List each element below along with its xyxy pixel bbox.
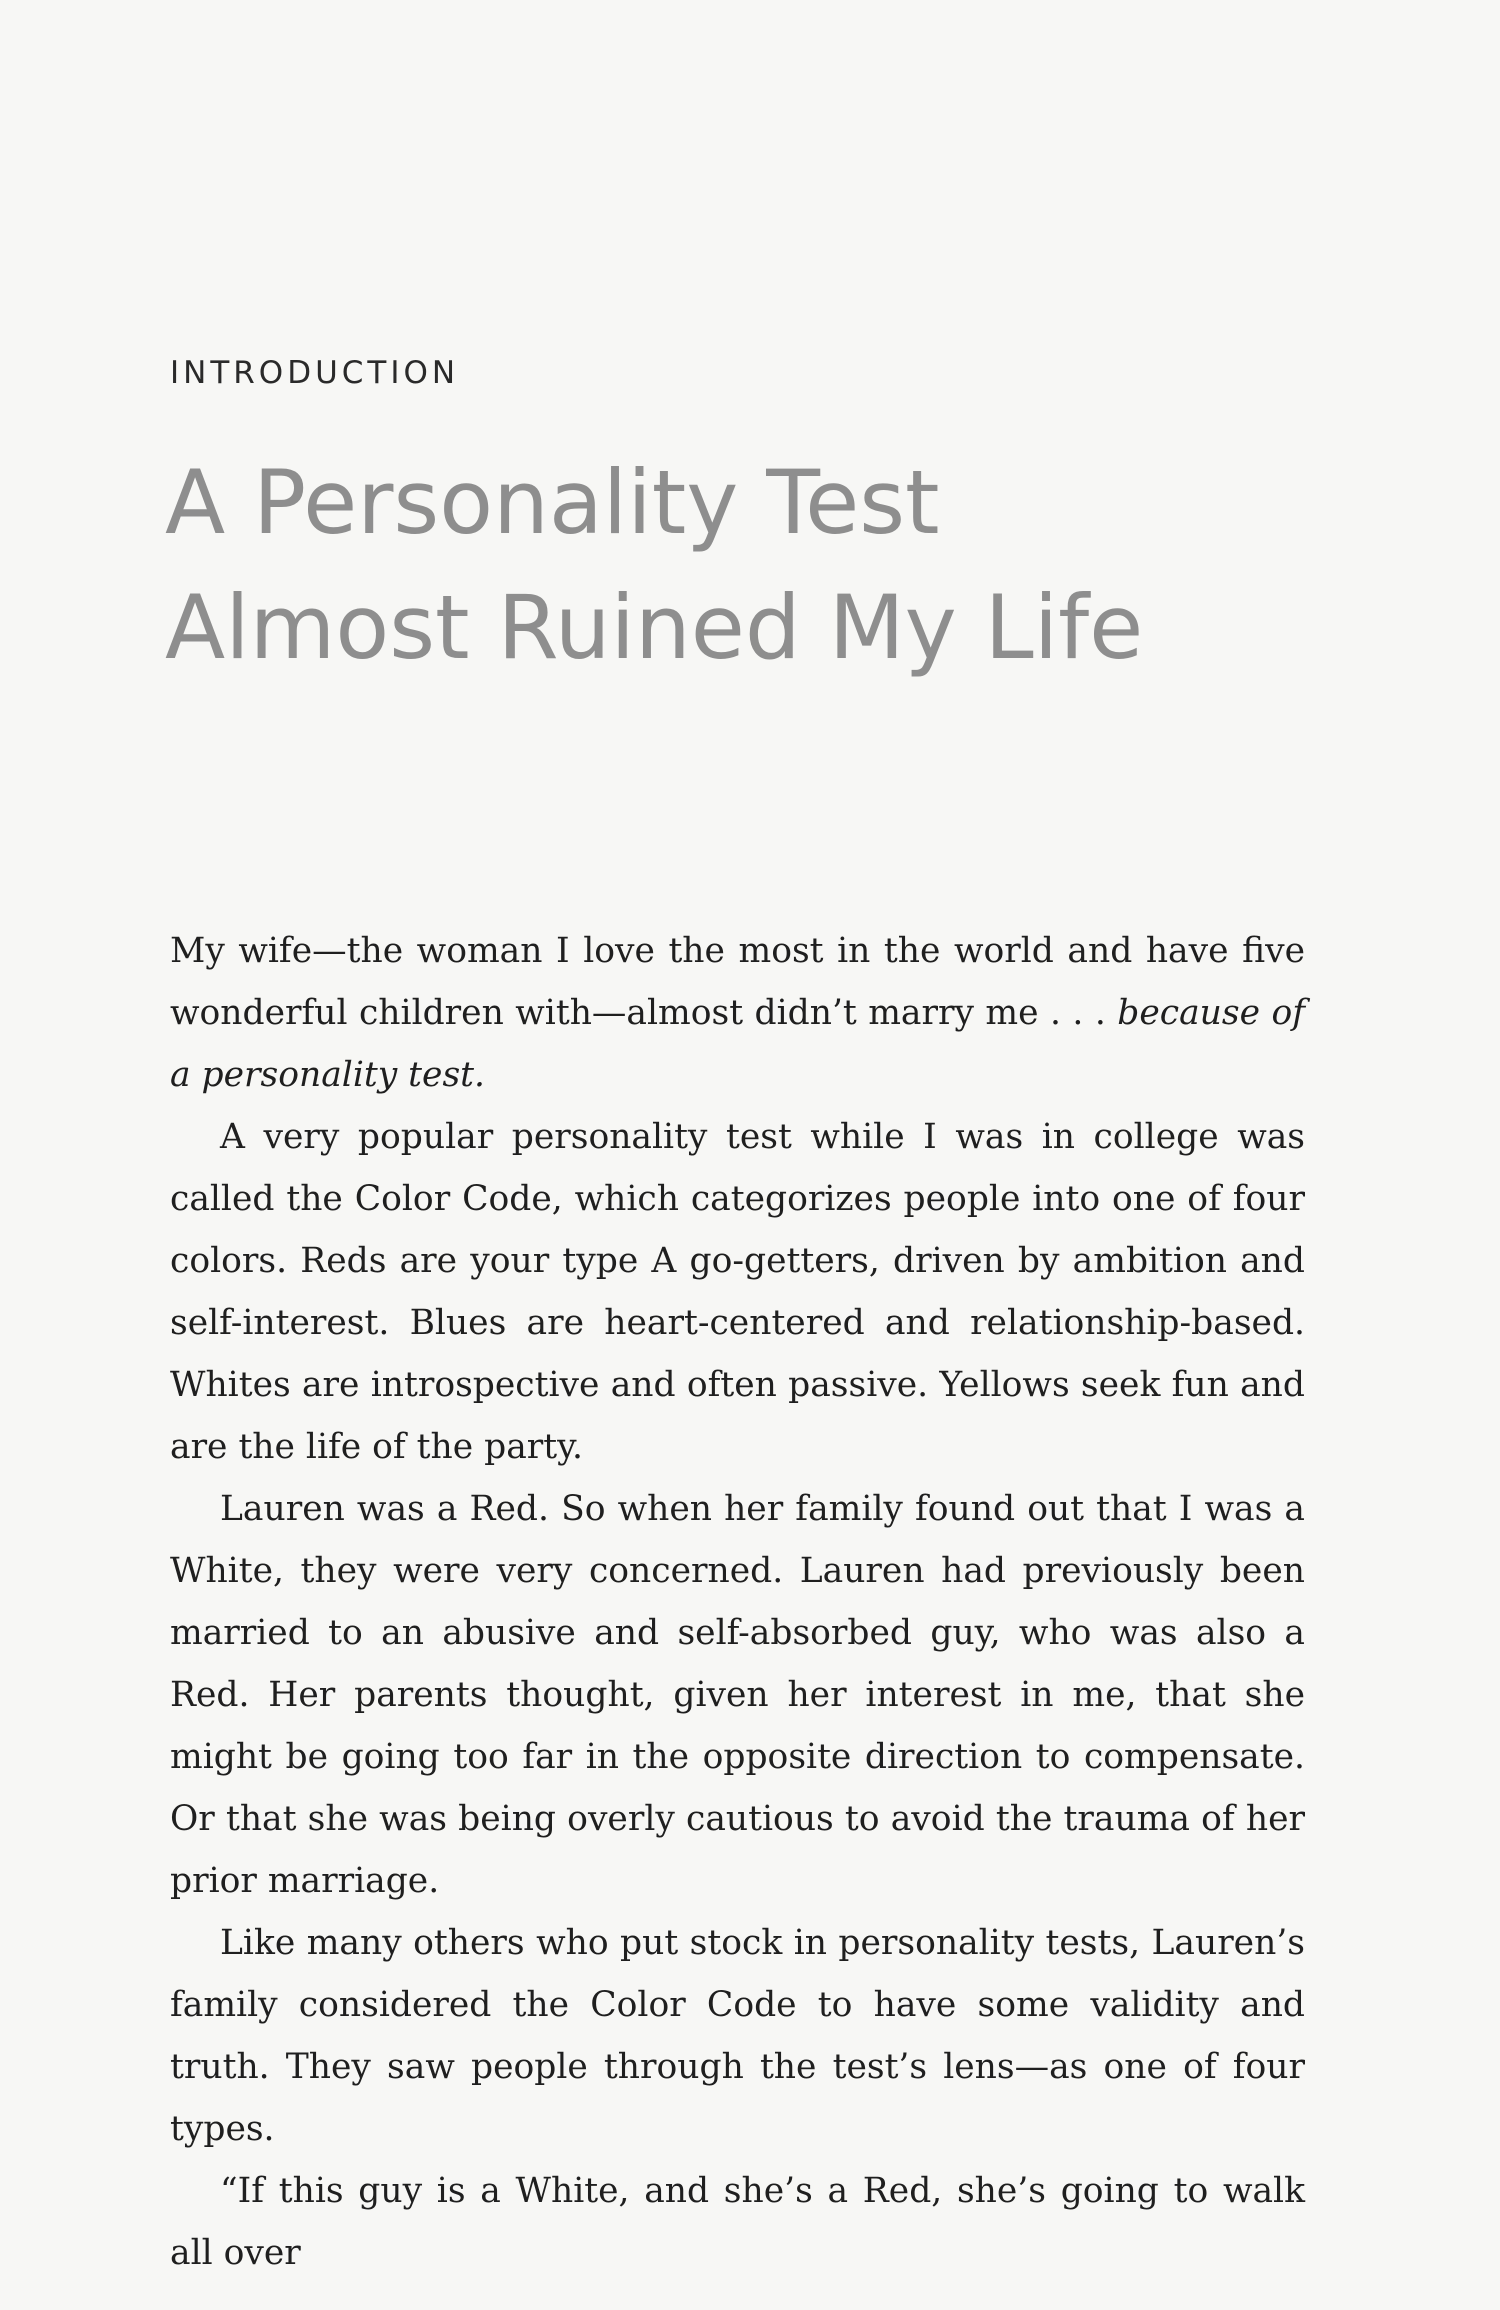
section-label: INTRODUCTION [170,355,460,391]
body-text [170,920,1305,2284]
paragraph-3: Lauren was a Red. So when her family found out that I was a White, they were very concerned. Lauren had previously been married to an abusive and self-absorbed guy, who was also a Red. Her parents thought, given her interest in me, that she might be going too far in the opposite direction to compensate. Or that she was being overly cautious to avoid the trauma of her prior marriage. [170,1489,1305,1901]
paragraph-1-italic: because of a personality test. [170,993,1305,1095]
chapter-title-line-2: Almost Ruined My Life [165,576,1144,679]
chapter-title-line-1: A Personality Test [165,451,940,554]
paragraph-1 [170,920,1305,1106]
paragraph-1-text: My wife—the woman I love the most in the world and have five wonderful children with—almost didn’t marry me . . . [170,931,1305,1033]
chapter-title [165,440,1143,690]
paragraph-5: “If this guy is a White, and she’s a Red, she’s going to walk all over [170,2171,1305,2273]
paragraph-2: A very popular personality test while I was in college was called the Color Code, which categorizes people into one of four colors. Reds are your type A go-getters, driven by ambition and self-interest. Blues are heart-centered and relationship-based. Whites are introspective and often passive. Yellows seek fun and are the life of the party. [170,1117,1305,1467]
paragraph-4: Like many others who put stock in personality tests, Lauren’s family considered the Color Code to have some validity and truth. They saw people through the test’s lens—as one of four types. [170,1923,1305,2149]
